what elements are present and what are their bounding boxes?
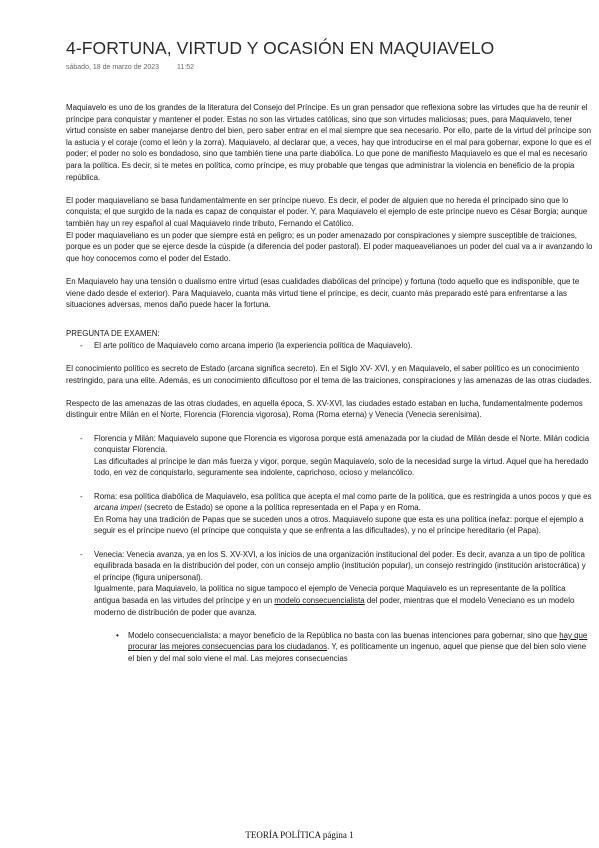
modelo-text-underlined: hay que procurar las mejores consecuencias para los ciudadanos — [128, 630, 588, 652]
exam-heading: PREGUNTA DE EXAMEN: — [66, 329, 160, 339]
roma-text-2: En Roma hay una tradición de Papas que se suceden unos a otros. Maquiavelo supone que esta es una política inefaz: porque el ejemplo a seguir es el príncipe nuevo (el príncipe que conquista y que se enfrenta a las dificultades), y no el príncipe hereditario (el Papa). — [94, 514, 584, 536]
exam-item-text: - El arte político de Maquiavelo como arcana imperio (la experiencia política de Maquiavelo). — [94, 340, 413, 350]
list-item-modelo — [116, 630, 593, 665]
modelo-text — [128, 630, 593, 665]
venecia-text-1: - Venecia: Venecia avanza, ya en los S. XV-XVI, a los inicios de una organización institucional del poder. Es decir, avanza a un tipo de política equilibrada basada en la distribución del poder, con un consejo amplio (institución popular), un consejo restringido (institución aristocrática) y el príncipe (figura unipersonal). — [94, 549, 586, 582]
exam-list-item — [80, 340, 593, 352]
venecia-text-2c: del poder, mientras que el modelo Veneciano es un modelo moderno de distribución de poder que avanza. — [94, 595, 575, 617]
page-body — [66, 102, 593, 665]
page-time: 11:52 — [177, 64, 195, 71]
florencia-text-1: - Florencia y Milán: Maquiavelo supone que Florencia es vigorosa porque está amenazada por la ciudad de Milán desde el Norte. Milán codicia conquistar Florencia. — [94, 433, 590, 455]
paragraph-virtud-fortuna: En Maquiavelo hay una tensión o dualismo entre virtud (esas cualidades diabólicas del príncipe) y fortuna (todo aquello que es indisponible, que te viene dado desde el exterior). Para Maquiavelo, cuanta más virtud tiene el príncipe, es decir, cuanto más preparado esté para enfrentarse a las situaciones adversas, menos daño puede hacer la fortuna. — [66, 276, 580, 310]
modelo-text-a: Modelo consecuencialista: a mayor beneficio de la República no basta con las buenas intenciones para gobernar, sino que — [128, 630, 560, 640]
list-item-venecia — [80, 549, 593, 619]
list-item-roma — [80, 491, 593, 537]
venecia-text-2 — [94, 583, 593, 618]
venecia-text-2a: Igualmente, para Maquiavelo, la política no sigue tampoco el ejemplo de Venecia porque Maquiavelo es un representante de la política antigua basada en las virtudes del príncipe y en un — [94, 584, 566, 605]
list-item-florencia — [80, 433, 593, 479]
page-title: 4-FORTUNA, VIRTUD Y OCASIÓN EN MAQUIAVELO — [66, 38, 495, 58]
roma-text-1 — [94, 491, 593, 514]
paragraph-intro: Maquiavelo es uno de los grandes de la literatura del Consejo del Príncipe. Es un gran pensador que reflexiona sobre las virtudes que ha de reunir el príncipe para conquistar y mantener el poder. Estas no son las virtudes católicas, sino que son virtudes maliciosas; pues, para Maquiavelo, tener virtud consiste en saber manejarse dentro del bien, pero saber entrar en el mal siempre que sea necesario. Por ello, parte de la virtud del príncipe son la astucia y el coraje (como el león y la zorra). Maquiavelo, al declarar que, a veces, hay que introducirse en el mal para gobernar, expone lo que es el poder; el poder no solo es bondadoso, sino que también tiene una parte diabólica. Lo que pone de manifiesto Maquiavelo es que el mal es necesario para la política. Es decir, si te metes en política, como príncipe, es muy probable que tengas que administrar la violencia en beneficio de la propia república. — [66, 103, 592, 182]
page-footer: TEORÍA POLÍTICA página 1 — [245, 830, 354, 840]
paragraph-arcana: El conocimiento político es secreto de Estado (arcana significa secreto). En el Siglo XV- XVI, y en Maquiavelo, el saber político es un conocimiento restringido, para una elite. Además, es un conocimiento dificultoso por el tema de las traiciones, conspiraciones y las amenazas de las otras ciudades. — [66, 364, 592, 385]
florencia-text-2: Las dificultades al príncipe le dan más fuerza y vigor, porque, según Maquiavelo, solo de la necesidad surge la virtud. Aquel que ha heredado todo, en vez de conquistarlo, seguramente sea indolente, caprichoso, ocioso y melancólico. — [94, 456, 589, 478]
roma-text-1a: Roma: esa política diabólica de Maquiavelo, esa política que acepta el mal como parte de la política, que es restringida a unos pocos y que es — [94, 491, 592, 501]
modelo-text-c: . Y, es políticamente un ingenuo, aquel que piense que del bien solo viene el bien y del mal solo viene el mal. Las mejores consecuencias — [128, 642, 587, 663]
roma-arcana-imperi: arcana imperi — [94, 503, 142, 513]
paragraph-ciudades: Respecto de las amenazas de las otras ciudades, en aquella época, S. XV-XVI, las ciudades estado estaban en lucha, fundamentalmente podemos distinguir entre Milán en el Norte, Florencia (Florencia vigorosa), Roma (Roma eterna) y Venecia (Venecia serenísima). — [66, 398, 583, 420]
paragraph-principe-nuevo: El poder maquiaveliano se basa fundamentalmente en ser príncipe nuevo. Es decir, el poder de alguien que no hereda el principado sino que lo conquista; el que surgido de la nada es capaz de conquistar el poder. Y, para Maquiavelo el ejemplo de este príncipe nuevo es César Borgia; aunque también hay un rey español al cual Maquiavelo rinde tributo, Fernando el Católico. — [66, 195, 588, 228]
paragraph-poder-peligro: El poder maquiaveliano es un poder que siempre está en peligro; es un poder amenazado por conspiraciones y siempre susceptible de traiciones, porque es un poder que se ejerce desde la cúspide (a diferencia del poder pastoral). El poder maqueavelianoes un poder del cual va a ir avanzando lo que hoy conocemos como el poder del Estado. — [66, 230, 593, 263]
page-date: sábado, 18 de marzo de 2023 — [66, 64, 160, 71]
venecia-modelo-link: modelo consecuencialista — [274, 595, 365, 605]
page-meta — [66, 64, 194, 71]
roma-text-1c: (secreto de Estado) se opone a la política representada en el Papa y en Roma. — [141, 503, 421, 513]
